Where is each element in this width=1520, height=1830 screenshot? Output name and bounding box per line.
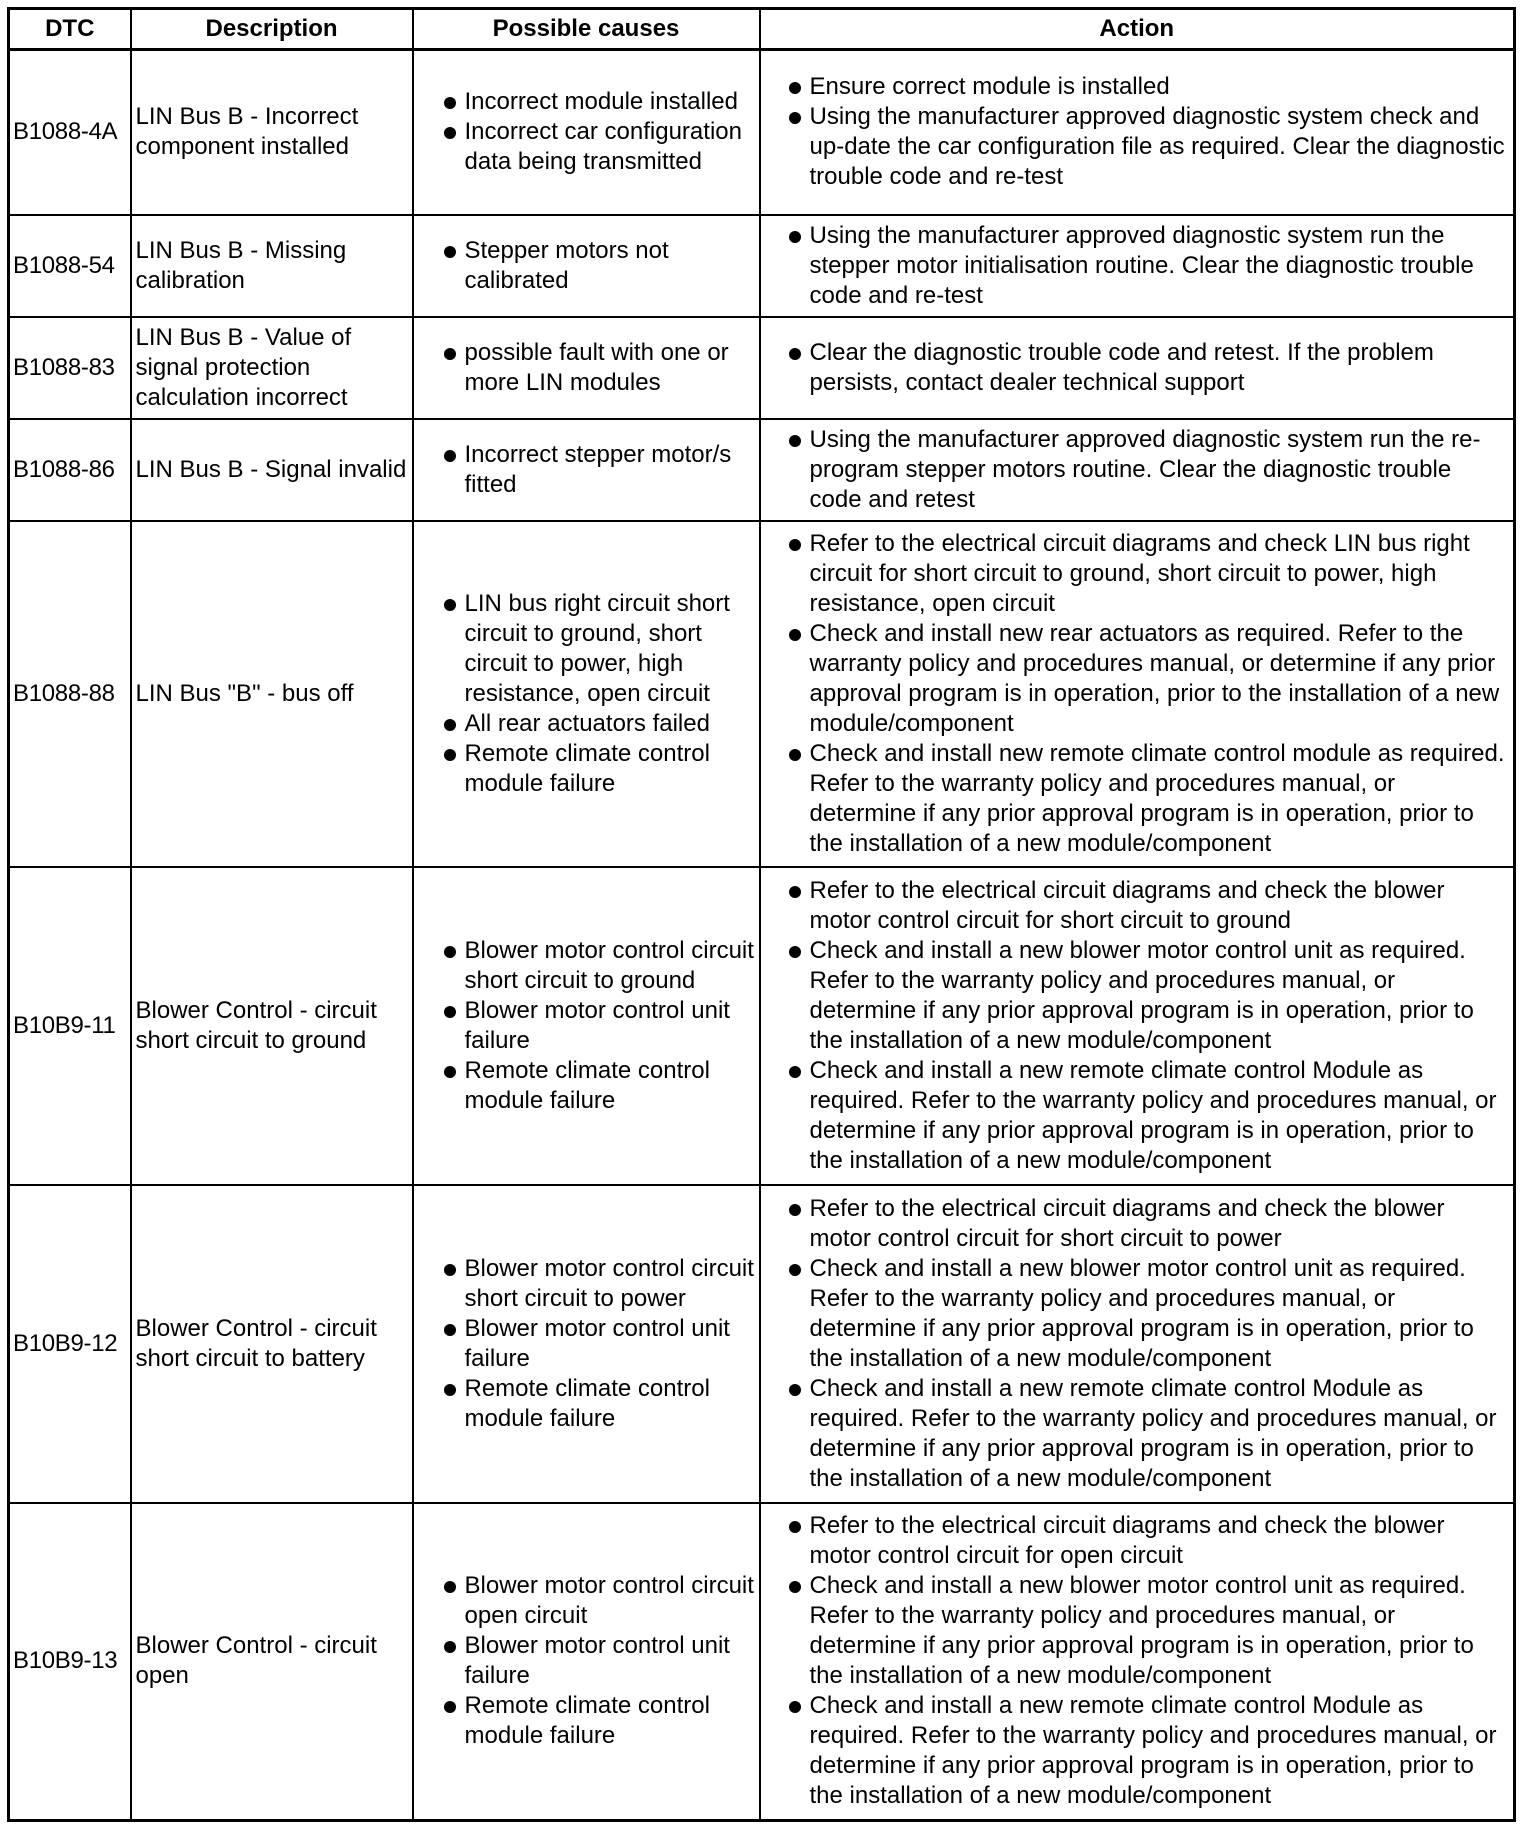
action-cell — [760, 50, 1515, 215]
action-item: Using the manufacturer approved diagnostic system check and up-date the car configuration file as required. Clear the diagnostic trouble code and re-test — [777, 102, 1508, 192]
action-item: Using the manufacturer approved diagnostic system run the re-program stepper motors routine. Clear the diagnostic trouble code and retest — [777, 425, 1508, 515]
cause-item: Blower motor control unit failure — [432, 1314, 755, 1374]
dtc-description: LIN Bus B - Value of signal protection calculation incorrect — [131, 317, 413, 419]
action-item: Check and install a new blower motor control unit as required. Refer to the warranty policy and procedures manual, or determine if any prior approval program is in operation, prior to the installation of a new module/component — [777, 1254, 1508, 1374]
possible-causes-list — [432, 936, 755, 1116]
action-item: Using the manufacturer approved diagnostic system run the stepper motor initialisation routine. Clear the diagnostic trouble code and re-test — [777, 221, 1508, 311]
table-row — [9, 419, 1515, 521]
table-row — [9, 521, 1515, 867]
dtc-description: LIN Bus B - Signal invalid — [131, 419, 413, 521]
action-item: Check and install a new blower motor control unit as required. Refer to the warranty policy and procedures manual, or determine if any prior approval program is in operation, prior to the installation of a new module/component — [777, 1571, 1508, 1691]
dtc-description: Blower Control - circuit open — [131, 1503, 413, 1821]
action-cell — [760, 317, 1515, 419]
action-item: Check and install new remote climate control module as required. Refer to the warranty policy and procedures manual, or determine if any prior approval program is in operation, prior to the installation of a new module/component — [777, 739, 1508, 859]
cause-item: Blower motor control circuit short circuit to ground — [432, 936, 755, 996]
action-cell — [760, 521, 1515, 867]
dtc-table — [7, 7, 1516, 1822]
table-row — [9, 1503, 1515, 1821]
action-item: Check and install a new remote climate control Module as required. Refer to the warranty policy and procedures manual, or determine if any prior approval program is in operation, prior to the installation of a new module/component — [777, 1374, 1508, 1494]
dtc-code: B10B9-11 — [9, 867, 131, 1185]
action-list — [777, 876, 1508, 1176]
action-list — [777, 221, 1508, 311]
table-row — [9, 1185, 1515, 1503]
table-header — [9, 9, 1515, 50]
cause-item: Remote climate control module failure — [432, 1374, 755, 1434]
action-cell — [760, 867, 1515, 1185]
possible-causes-list — [432, 1571, 755, 1751]
possible-causes-list — [432, 1254, 755, 1434]
dtc-code: B1088-54 — [9, 215, 131, 317]
action-cell — [760, 1503, 1515, 1821]
cause-item: Blower motor control unit failure — [432, 1631, 755, 1691]
dtc-description: LIN Bus B - Incorrect component installed — [131, 50, 413, 215]
cause-item: LIN bus right circuit short circuit to ground, short circuit to power, high resistance, open circuit — [432, 589, 755, 709]
cause-item: Incorrect car configuration data being transmitted — [432, 117, 755, 177]
dtc-code: B1088-86 — [9, 419, 131, 521]
possible-causes-cell — [413, 521, 760, 867]
header-row — [9, 9, 1515, 50]
dtc-description: LIN Bus "B" - bus off — [131, 521, 413, 867]
possible-causes-cell — [413, 1185, 760, 1503]
action-item: Refer to the electrical circuit diagrams and check the blower motor control circuit for short circuit to ground — [777, 876, 1508, 936]
dtc-code: B10B9-13 — [9, 1503, 131, 1821]
table-row — [9, 50, 1515, 215]
action-item: Check and install a new blower motor control unit as required. Refer to the warranty policy and procedures manual, or determine if any prior approval program is in operation, prior to the installation of a new module/component — [777, 936, 1508, 1056]
possible-causes-cell — [413, 1503, 760, 1821]
cause-item: Blower motor control circuit open circuit — [432, 1571, 755, 1631]
possible-causes-list — [432, 236, 755, 296]
action-list — [777, 425, 1508, 515]
possible-causes-list — [432, 589, 755, 799]
dtc-description: Blower Control - circuit short circuit to ground — [131, 867, 413, 1185]
action-item: Refer to the electrical circuit diagrams and check the blower motor control circuit for open circuit — [777, 1511, 1508, 1571]
dtc-code: B10B9-12 — [9, 1185, 131, 1503]
header-action: Action — [760, 9, 1515, 50]
action-list — [777, 338, 1508, 398]
possible-causes-cell — [413, 215, 760, 317]
possible-causes-cell — [413, 867, 760, 1185]
action-item: Refer to the electrical circuit diagrams and check the blower motor control circuit for short circuit to power — [777, 1194, 1508, 1254]
cause-item: Blower motor control unit failure — [432, 996, 755, 1056]
action-item: Check and install a new remote climate control Module as required. Refer to the warranty policy and procedures manual, or determine if any prior approval program is in operation, prior to the installation of a new module/component — [777, 1056, 1508, 1176]
possible-causes-list — [432, 87, 755, 177]
action-list — [777, 1511, 1508, 1811]
header-possible-causes: Possible causes — [413, 9, 760, 50]
cause-item: All rear actuators failed — [432, 709, 755, 739]
cause-item: Stepper motors not calibrated — [432, 236, 755, 296]
cause-item: Blower motor control circuit short circuit to power — [432, 1254, 755, 1314]
cause-item: possible fault with one or more LIN modules — [432, 338, 755, 398]
dtc-description: Blower Control - circuit short circuit to battery — [131, 1185, 413, 1503]
possible-causes-cell — [413, 419, 760, 521]
action-item: Clear the diagnostic trouble code and retest. If the problem persists, contact dealer technical support — [777, 338, 1508, 398]
action-item: Refer to the electrical circuit diagrams and check LIN bus right circuit for short circuit to ground, short circuit to power, high resistance, open circuit — [777, 529, 1508, 619]
possible-causes-cell — [413, 50, 760, 215]
table-row — [9, 867, 1515, 1185]
action-item: Ensure correct module is installed — [777, 72, 1508, 102]
possible-causes-cell — [413, 317, 760, 419]
cause-item: Incorrect module installed — [432, 87, 755, 117]
cause-item: Remote climate control module failure — [432, 739, 755, 799]
action-cell — [760, 419, 1515, 521]
dtc-description: LIN Bus B - Missing calibration — [131, 215, 413, 317]
cause-item: Remote climate control module failure — [432, 1056, 755, 1116]
table-row — [9, 317, 1515, 419]
cause-item: Incorrect stepper motor/s fitted — [432, 440, 755, 500]
dtc-code: B1088-88 — [9, 521, 131, 867]
table-body — [9, 50, 1515, 1821]
dtc-code: B1088-4A — [9, 50, 131, 215]
possible-causes-list — [432, 338, 755, 398]
possible-causes-list — [432, 440, 755, 500]
action-item: Check and install a new remote climate control Module as required. Refer to the warranty policy and procedures manual, or determine if any prior approval program is in operation, prior to the installation of a new module/component — [777, 1691, 1508, 1811]
cause-item: Remote climate control module failure — [432, 1691, 755, 1751]
dtc-code: B1088-83 — [9, 317, 131, 419]
table-row — [9, 215, 1515, 317]
header-description: Description — [131, 9, 413, 50]
action-cell — [760, 215, 1515, 317]
action-cell — [760, 1185, 1515, 1503]
action-list — [777, 1194, 1508, 1494]
action-item: Check and install new rear actuators as required. Refer to the warranty policy and procedures manual, or determine if any prior approval program is in operation, prior to the installation of a new module/component — [777, 619, 1508, 739]
action-list — [777, 72, 1508, 192]
action-list — [777, 529, 1508, 859]
header-dtc: DTC — [9, 9, 131, 50]
